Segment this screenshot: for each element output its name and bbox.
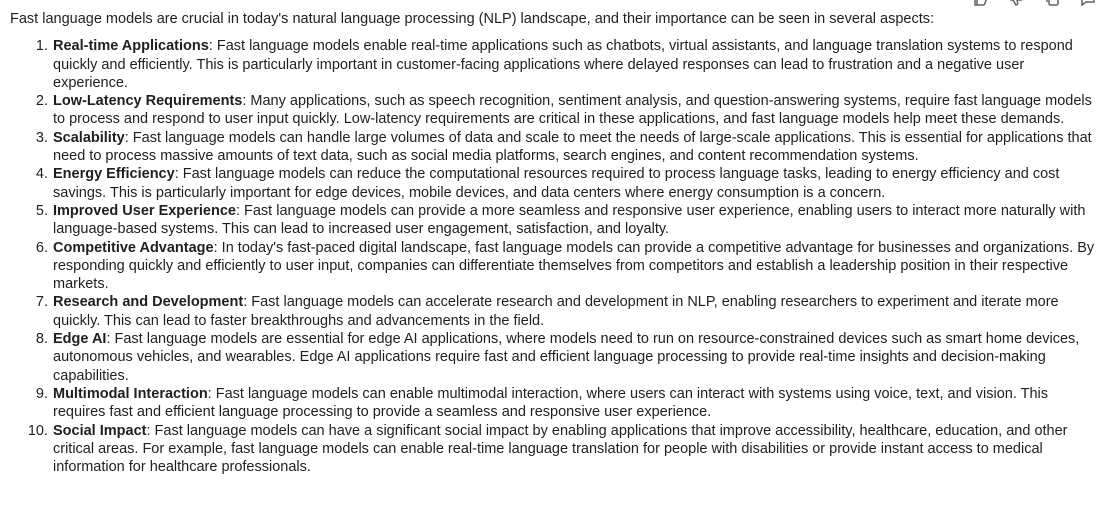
point-term: Improved User Experience <box>53 202 236 219</box>
point-text: : In today's fast-paced digital landscape, fast language models can provide a competitive advantage for businesses and organizations. By responding quickly and efficiently to user input, companies can differentiate themselves from competitors and establish a leadership position in their respective markets. <box>53 239 1095 293</box>
comment-icon[interactable] <box>1080 0 1096 7</box>
list-item <box>35 293 1095 330</box>
list-number: 2. <box>35 93 48 110</box>
points-list <box>10 37 1095 476</box>
response-intro: Fast language models are crucial in today's natural language processing (NLP) landscape, and their importance can be seen in several aspects: <box>10 11 935 27</box>
list-number: 4. <box>35 166 48 183</box>
list-item <box>35 202 1095 239</box>
message-toolbar <box>972 0 1096 7</box>
list-item <box>35 330 1095 385</box>
point-text: : Fast language models enable real-time applications such as chatbots, virtual assistants, and language translation systems to respond quickly and efficiently. This is particularly important in customer-facing applications where delayed responses can lead to frustration and a negative user experience. <box>53 38 1073 91</box>
list-item <box>35 385 1095 422</box>
list-number: 10. <box>27 422 48 439</box>
list-number: 8. <box>35 331 48 348</box>
thumb-down-icon[interactable] <box>1008 0 1024 7</box>
point-text: : Fast language models are essential for edge AI applications, where models need to run on resource-constrained devices such as smart home devices, autonomous vehicles, and wearables. Edge AI applications require fast and efficient language processing to provide real-time insights and decision-making capabilities. <box>53 331 1080 384</box>
point-term: Low-Latency Requirements <box>53 93 243 110</box>
point-term: Energy Efficiency <box>53 166 175 183</box>
list-item <box>35 92 1095 129</box>
list-item <box>35 37 1095 92</box>
point-text: : Fast language models can enable multimodal interaction, where users can interact with systems using voice, text, and vision. This requires fast and efficient language processing to provide a seamless and responsive user experience. <box>53 385 1049 421</box>
point-term: Edge AI <box>53 331 107 348</box>
point-text: : Fast language models can accelerate research and development in NLP, enabling researchers to experiment and iterate more quickly. This can lead to faster breakthroughs and advancements in the field. <box>53 294 1059 329</box>
list-item <box>27 422 1095 477</box>
assistant-response <box>10 10 1095 476</box>
list-number: 9. <box>35 385 48 402</box>
point-text: : Fast language models can reduce the computational resources required to process language tasks, leading to energy efficiency and cost savings. This is particularly important for edge devices, mobile devices, and data centers where energy consumption is a concern. <box>53 166 1060 201</box>
copy-icon[interactable] <box>1044 0 1060 7</box>
list-item <box>35 239 1095 294</box>
list-number: 1. <box>35 38 48 55</box>
list-number: 7. <box>35 294 48 311</box>
thumb-up-icon[interactable] <box>972 0 988 7</box>
point-term: Social Impact <box>53 422 147 439</box>
list-number: 3. <box>35 129 48 146</box>
list-number: 5. <box>35 202 48 219</box>
point-term: Research and Development <box>53 294 244 311</box>
point-term: Competitive Advantage <box>53 239 214 256</box>
point-term: Scalability <box>53 129 125 146</box>
point-text: : Fast language models can have a significant social impact by enabling applications that improve accessibility, healthcare, education, and other critical areas. For example, fast language models can enable real-time language translation for people with disabilities or provide instant access to medical information for healthcare professionals. <box>53 422 1068 476</box>
list-number: 6. <box>35 239 48 256</box>
point-text: : Fast language models can provide a more seamless and responsive user experience, enabling users to interact more naturally with language-based systems. This can lead to increased user engagement, satisfaction, and loyalty. <box>53 202 1086 238</box>
point-term: Real-time Applications <box>53 38 209 55</box>
point-text: : Fast language models can handle large volumes of data and scale to meet the needs of large-scale applications. This is essential for applications that need to process massive amounts of text data, such as social media platforms, search engines, and content recommendation systems. <box>53 129 1092 165</box>
point-term: Multimodal Interaction <box>53 385 208 402</box>
list-item <box>35 129 1095 166</box>
list-item <box>35 165 1095 202</box>
point-text: : Many applications, such as speech recognition, sentiment analysis, and question-answering systems, require fast language models to process and respond to user input quickly. Low-latency requirements are critical in these applications, and fast language models help meet these demands. <box>53 93 1092 128</box>
